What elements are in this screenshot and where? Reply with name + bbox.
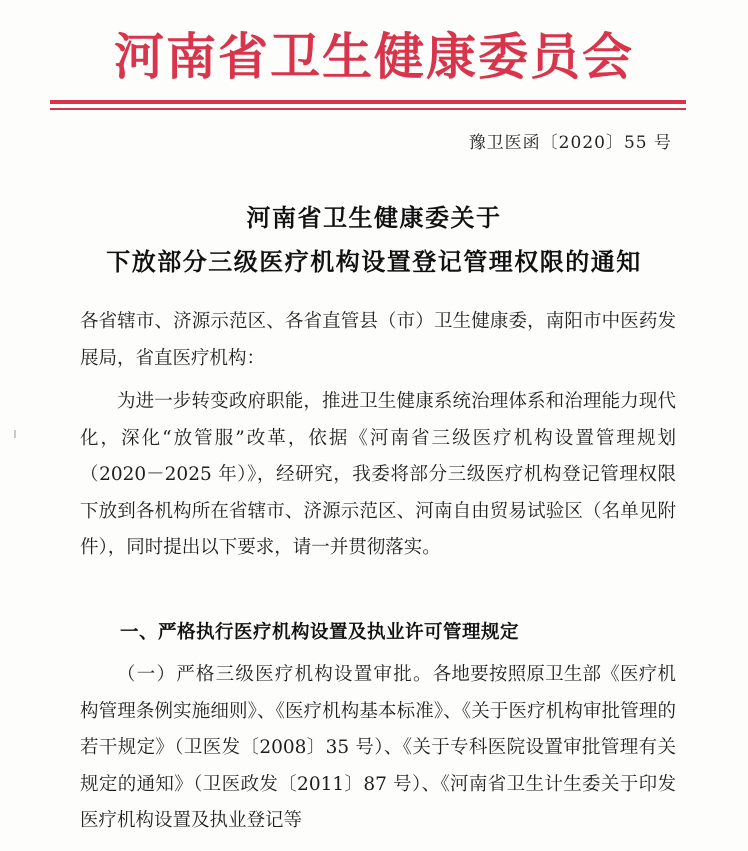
document-number: 豫卫医函〔2020〕55 号 [468, 133, 672, 153]
addressee-text: 各省辖市、济源示范区、各省直管县（市）卫生健康委，南阳市中医药发展局，省直医疗机构： [80, 311, 676, 369]
intro-paragraph: 为进一步转变政府职能，推进卫生健康系统治理体系和治理能力现代化，深化“放管服”改革，依据《河南省三级医疗机构设置管理规划（2020－2025 年）》，经研究，我委将部分三级医疗机构登记管理权限下放到各机构所在省辖市、济源示范区、河南自由贸易试验区（名单见附件），同时提出以下要求，请一并贯彻落实。 [80, 391, 676, 558]
section-1-sub-1-paragraph [80, 657, 676, 840]
section-1-sub-1-lead: （一）严格三级医疗机构设置审批。 [117, 664, 433, 685]
letterhead-org-name: 河南省卫生健康委员会 [114, 28, 634, 86]
addressee-block [80, 304, 676, 377]
section-1-sub-1-block [80, 657, 676, 840]
letterhead-red-rule-thin [50, 108, 686, 110]
intro-paragraph-block [80, 384, 676, 567]
document-title-line-1: 河南省卫生健康委关于 [246, 203, 502, 232]
letterhead-red-rule-thick [50, 100, 686, 104]
section-1-heading: 一、严格执行医疗机构设置及执业许可管理规定 [120, 622, 520, 643]
section-1-sub-1-text: 各地要按照原卫生部《医疗机构管理条例实施细则》、《医疗机构基本标准》、《关于医疗机构审批管理的若干规定》（卫医发〔2008〕35 号）、《关于专科医院设置审批管理有关规定的通知》（卫医政发〔2011〕87 号）、《河南省卫生计生委关于印发医疗机构设置及执业登记等 [80, 664, 676, 831]
scan-artifact-mark [14, 430, 16, 438]
document-title-line-2: 下放部分三级医疗机构设置登记管理权限的通知 [106, 247, 642, 276]
